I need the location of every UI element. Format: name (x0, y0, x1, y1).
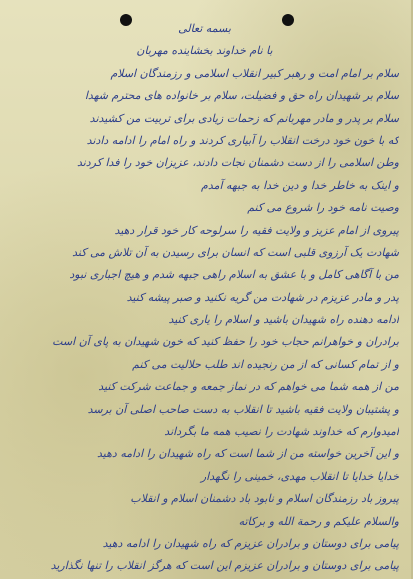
letter-line: والسلام علیکم و رحمة الله و برکاته (238, 514, 399, 528)
letter-line: و پشتیبان ولایت فقیه باشید تا انقلاب به دست صاحب اصلی آن برسد (87, 402, 399, 416)
letter-line: پیامی برای دوستان و برادران عزیزم که راه شهیدان را ادامه دهید (102, 536, 399, 550)
letter-line: من با آگاهی کامل و با عشق به اسلام راهی جبهه شدم و هیچ اجباری نبود (69, 268, 399, 282)
letter-line: که با خون خود درخت انقلاب را آبیاری کردند و راه امام را ادامه دادند (86, 133, 399, 147)
letter-line: سلام بر پدر و مادر مهربانم که زحمات زیادی برای تربیت من کشیدند (89, 111, 399, 125)
handwritten-letter-text (10, 18, 399, 578)
letter-line: خدایا خدایا تا انقلاب مهدی، خمینی را نگهدار (200, 469, 399, 483)
letter-line: وصیت نامه خود را شروع می کنم (247, 201, 399, 215)
letter-line: سلام بر امام امت و رهبر کبیر انقلاب اسلامی و رزمندگان اسلام (110, 66, 399, 80)
letter-heading: بسمه تعالی (178, 22, 231, 35)
letter-line: پیروی از امام عزیز و ولایت فقیه را سرلوحه کار خود قرار دهید (114, 223, 399, 237)
letter-line: امیدوارم که خداوند شهادت را نصیب همه ما بگرداند (164, 425, 399, 439)
letter-line: وطن اسلامی را از دست دشمنان نجات دادند، عزیزان خود را فدا کردند (76, 156, 399, 170)
letter-line: و اینک به خاطر خدا و دین خدا به جبهه آمدم (201, 178, 399, 192)
letter-line: پدر و مادر عزیزم در شهادت من گریه نکنید و صبر پیشه کنید (126, 290, 399, 304)
letter-line: برادران و خواهرانم حجاب خود را حفظ کنید که خون شهیدان به پای آن است (52, 335, 399, 349)
letter-line: پیروز باد رزمندگان اسلام و نابود باد دشمنان اسلام و انقلاب (130, 492, 399, 506)
letter-line: ادامه دهنده راه شهیدان باشید و اسلام را یاری کنید (168, 313, 399, 327)
letter-line: سلام بر شهیدان راه حق و فضیلت، سلام بر خانواده های محترم شهدا (84, 89, 399, 103)
letter-line: و از تمام کسانی که از من رنجیده اند طلب حلالیت می کنم (132, 357, 399, 371)
letter-line: من از همه شما می خواهم که در نماز جمعه و جماعت شرکت کنید (98, 380, 399, 394)
letter-subheading: با نام خداوند بخشاینده مهربان (136, 44, 273, 58)
letter-line: و این آخرین خواسته من از شما است که راه شهیدان را ادامه دهید (97, 447, 399, 461)
letter-line: پیامی برای دوستان و برادران عزیزم این است که هرگز انقلاب را تنها نگذارید (50, 559, 399, 573)
letter-line: شهادت یک آرزوی قلبی است که انسان برای رسیدن به آن تلاش می کند (72, 245, 399, 259)
